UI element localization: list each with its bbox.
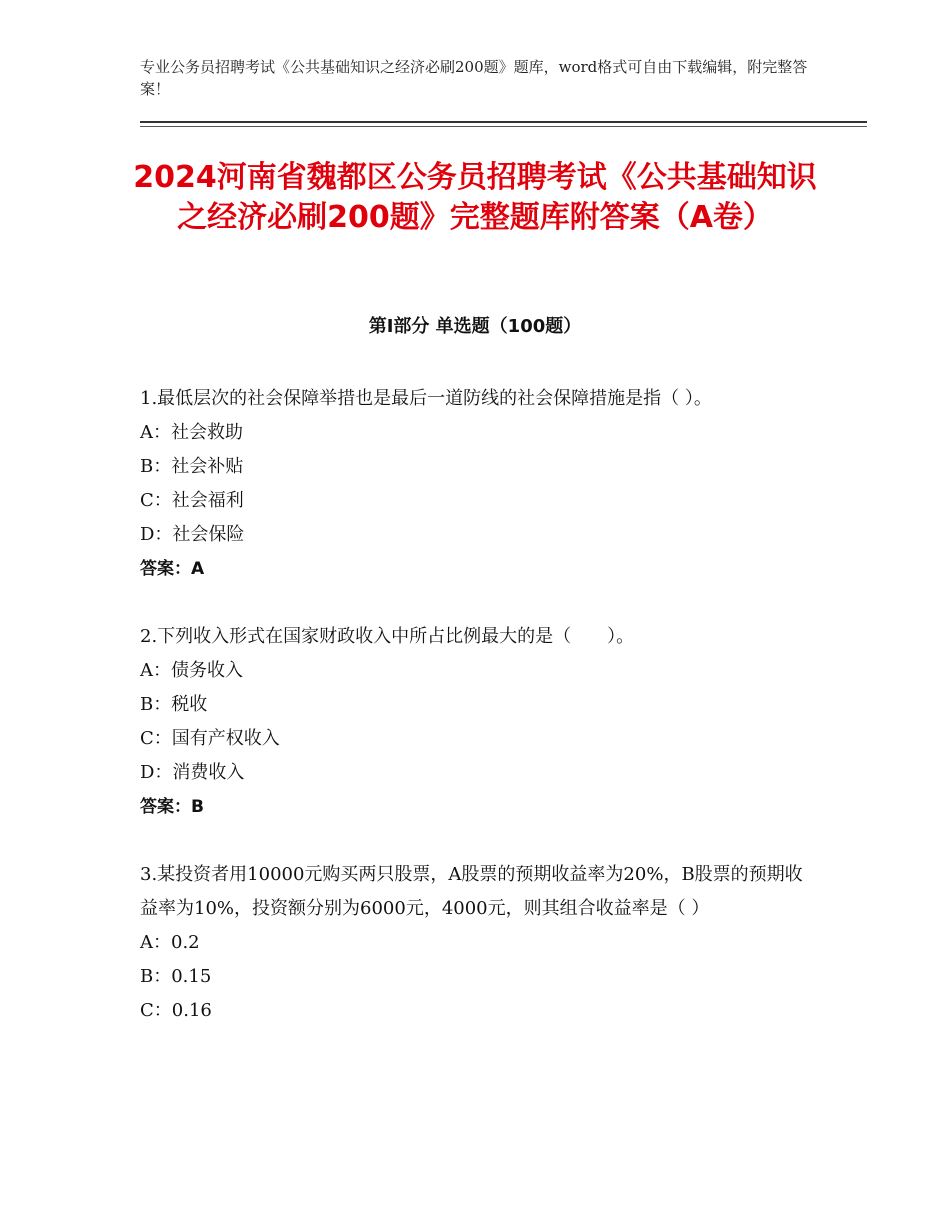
question-text: 2.下列收入形式在国家财政收入中所占比例最大的是（ ）。 [140, 626, 635, 647]
option-c: C：国有产权收入 [140, 728, 280, 749]
answer: 答案：A [140, 559, 205, 579]
question-3 [140, 858, 810, 1028]
section-title: 第Ⅰ部分 单选题（100题） [368, 316, 582, 337]
option-b: B：税收 [140, 694, 208, 715]
option-d: D：社会保险 [140, 524, 245, 545]
question-text: 3.某投资者用10000元购买两只股票，A股票的预期收益率为20%，B股票的预期收益率为10%，投资额分别为6000元，4000元，则其组合收益率是（ ） [140, 864, 803, 919]
header-rule-thin [140, 126, 867, 127]
header-rule-thick [140, 121, 867, 123]
question-list [140, 382, 810, 1062]
question-2 [140, 620, 810, 824]
document-title: 2024河南省魏都区公务员招聘考试《公共基础知识之经济必刷200题》完整题库附答案（A卷） [133, 160, 817, 235]
answer: 答案：B [140, 797, 204, 817]
question-1 [140, 382, 810, 586]
option-a: A：债务收入 [140, 660, 243, 681]
option-b: B：0.15 [140, 966, 212, 987]
option-a: A：0.2 [140, 932, 200, 953]
option-a: A：社会救助 [140, 422, 243, 443]
question-text: 1.最低层次的社会保障举措也是最后一道防线的社会保障措施是指（ ）。 [140, 388, 712, 409]
header-note: 专业公务员招聘考试《公共基础知识之经济必刷200题》题库，word格式可自由下载编辑，附完整答案！ [140, 58, 808, 98]
option-c: C：0.16 [140, 1000, 212, 1021]
option-d: D：消费收入 [140, 762, 245, 783]
option-c: C：社会福利 [140, 490, 244, 511]
option-b: B：社会补贴 [140, 456, 244, 477]
